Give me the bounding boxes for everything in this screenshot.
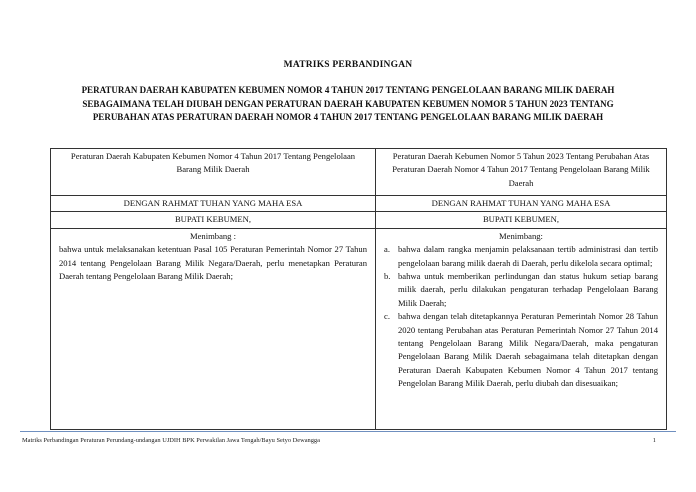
left-column-header: Peraturan Daerah Kabupaten Kebumen Nomor 4 Tahun 2017 Tentang Pengelolaan Barang Milik Daerah	[51, 149, 376, 196]
table-row	[51, 196, 667, 212]
list-item-text: bahwa dengan telah ditetapkannya Peraturan Pemerintah Nomor 28 Tahun 2020 tentang Perubahan atas Peraturan Pemerintah Nomor 27 Tahun 2014 tentang Pengelolaan Barang Milik Negara/Daerah, maka pengaturan Pengelolaan Barang Milik Daerah sebagaimana telah ditetapkan dengan Peraturan Daerah Kabupaten Kebumen Nomor 4 Tahun 2017 tentang Pengelolan Barang Milik Daerah, perlu diubah dan disesuaikan;	[398, 311, 658, 389]
footer-text: Matriks Perbandingan Peraturan Perundang-undangan UJDIH BPK Perwakilan Jawa Tengah/Bayu Setyo Dewangga	[22, 437, 320, 444]
right-bupati-cell: BUPATI KEBUMEN,	[376, 212, 667, 228]
list-item-marker: c.	[384, 311, 390, 322]
right-menimbang-cell	[376, 228, 667, 429]
list-item-text: bahwa untuk memberikan perlindungan dan status hukum setiap barang milik daerah, perlu dilakukan pengaturan terhadap Pengelolaan Barang Milik Daerah;	[398, 271, 658, 308]
right-menimbang-list	[384, 243, 658, 390]
list-item	[384, 310, 658, 390]
left-bupati-cell: BUPATI KEBUMEN,	[51, 212, 376, 228]
table-row	[51, 212, 667, 228]
right-rahmat-cell: DENGAN RAHMAT TUHAN YANG MAHA ESA	[376, 196, 667, 212]
left-rahmat-cell: DENGAN RAHMAT TUHAN YANG MAHA ESA	[51, 196, 376, 212]
left-menimbang-label: Menimbang :	[189, 230, 237, 241]
page-title: MATRIKS PERBANDINGAN	[283, 60, 413, 70]
list-item	[384, 270, 658, 310]
page-number: 1	[652, 437, 656, 444]
table-row	[51, 228, 667, 429]
right-menimbang-label: Menimbang:	[499, 230, 543, 241]
right-column-header: Peraturan Daerah Kebumen Nomor 5 Tahun 2023 Tentang Perubahan Atas Peraturan Daerah Nomor 4 Tahun 2017 Tentang Pengelolaan Barang Milik Daerah	[376, 149, 667, 196]
left-menimbang-text: bahwa untuk melaksanakan ketentuan Pasal 105 Peraturan Pemerintah Nomor 27 Tahun 2014 tentang Pengelolaan Barang Milik Negara/Daerah, perlu menetapkan Peraturan Daerah tentang Pengelolaan Barang Milik Daerah;	[59, 244, 367, 282]
list-item-marker: b.	[384, 271, 391, 282]
list-item-marker: a.	[384, 244, 390, 255]
document-subtitle: PERATURAN DAERAH KABUPATEN KEBUMEN NOMOR 4 TAHUN 2017 TENTANG PENGELOLAAN BARANG MILIK DAERAH SEBAGAIMANA TELAH DIUBAH DENGAN PERATURAN DAERAH KABUPATEN KEBUMEN NOMOR 5 TAHUN 2023 TENTANG PERUBAHAN ATAS PERATURAN DAERAH NOMOR 4 TAHUN 2017 TENTANG PENGELOLAAN BARANG MILIK DAERAH	[81, 85, 615, 123]
list-item-text: bahwa dalam rangka menjamin pelaksanaan tertib administrasi dan tertib pengelolaan barang milik daerah di Daerah, perlu dikelola secara optimal;	[398, 244, 658, 268]
left-menimbang-cell	[51, 228, 376, 429]
footer-divider	[20, 431, 676, 432]
table-header-row	[51, 149, 667, 196]
comparison-table	[50, 148, 667, 430]
list-item	[384, 243, 658, 270]
